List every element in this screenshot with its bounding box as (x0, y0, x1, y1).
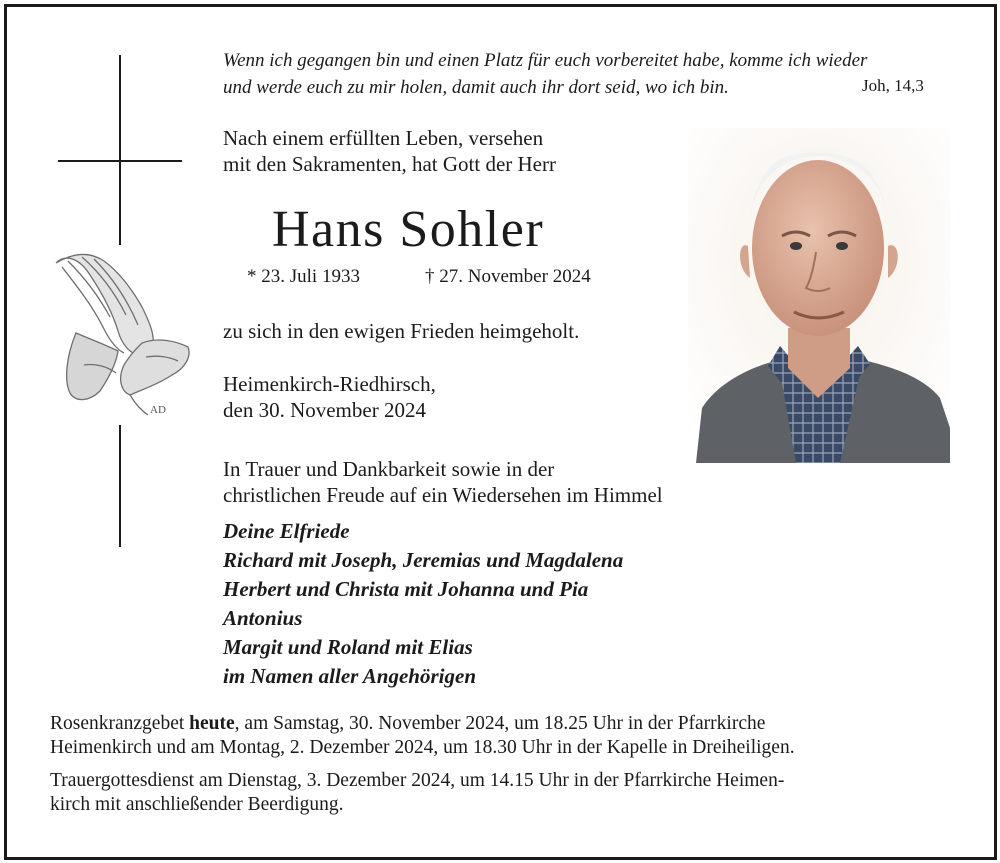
bible-verse (223, 47, 943, 101)
death-date-text: 27. November 2024 (439, 266, 591, 287)
rosary-line-1 (50, 712, 795, 736)
verse-reference: Joh, 14,3 (862, 76, 924, 95)
mourning-text (223, 456, 663, 508)
family-item: im Namen aller Angehörigen (223, 664, 476, 688)
birth-star-icon: * (247, 266, 257, 287)
praying-hands-icon (46, 245, 196, 425)
verse-line-2: und werde euch zu mir holen, damit auch ihr dort seid, wo ich bin. (223, 77, 729, 98)
family-item: Herbert und Christa mit Johanna und Pia (223, 577, 589, 601)
rosary-prefix: Rosenkranzgebet (50, 713, 185, 734)
rosary-info (50, 712, 795, 760)
rosary-line-2: Heimenkirch und am Montag, 2. Dezember 2024, um 18.30 Uhr in der Kapelle in Dreiheiligen. (50, 737, 795, 758)
family-list (223, 517, 623, 691)
portrait-photo (688, 128, 950, 463)
funeral-service-info (50, 769, 784, 817)
birth-date-text: 23. Juli 1933 (261, 266, 360, 287)
death-dagger-icon: † (425, 266, 435, 287)
rosary-line-1-rest: , am Samstag, 30. November 2024, um 18.25 Uhr in der Pfarrkirche (234, 713, 766, 734)
birth-date (247, 266, 360, 288)
cross-crossbar (58, 160, 182, 162)
place-text: Heimenkirch-Riedhirsch, (223, 372, 436, 396)
family-item: Richard mit Joseph, Jeremias und Magdalena (223, 548, 624, 572)
peace-line: zu sich in den ewigen Frieden heimgeholt. (223, 319, 580, 343)
intro-text (223, 125, 556, 177)
death-date (425, 266, 591, 288)
deceased-name: Hans Sohler (272, 201, 545, 258)
family-item: Deine Elfriede (223, 519, 350, 543)
date-text: den 30. November 2024 (223, 398, 426, 422)
mourning-line-2: christlichen Freude auf ein Wiedersehen im Himmel (223, 483, 663, 507)
intro-line-2: mit den Sakramenten, hat Gott der Herr (223, 152, 556, 176)
service-line-2: kirch mit anschließender Beerdigung. (50, 794, 344, 815)
monogram-text: AD (150, 404, 166, 416)
mourning-line-1: In Trauer und Dankbarkeit sowie in der (223, 457, 555, 481)
family-item: Margit und Roland mit Elias (223, 635, 473, 659)
family-item: Antonius (223, 606, 303, 630)
service-line-1: Trauergottesdienst am Dienstag, 3. Dezember 2024, um 14.15 Uhr in der Pfarrkirche Heimen- (50, 770, 785, 791)
place-date (223, 371, 436, 423)
verse-line-1: Wenn ich gegangen bin und einen Platz für euch vorbereitet habe, komme ich wieder (223, 50, 868, 71)
rosary-highlight: heute (189, 713, 235, 734)
intro-line-1: Nach einem erfüllten Leben, versehen (223, 126, 544, 150)
